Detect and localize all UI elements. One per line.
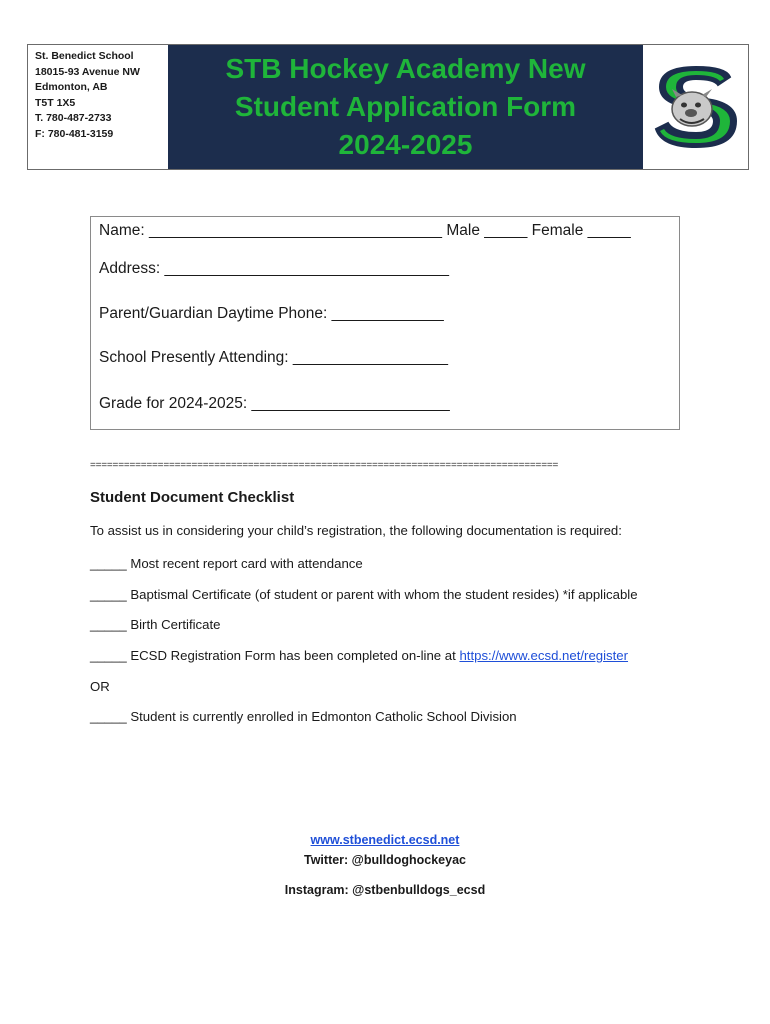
postal-code: T5T 1X5	[35, 96, 76, 109]
title-line-3: 2024-2025	[338, 129, 473, 160]
or-separator: OR	[90, 679, 110, 694]
form-title	[226, 50, 586, 164]
footer-website	[0, 833, 770, 847]
student-info-box	[90, 216, 680, 430]
current-school-field[interactable]: School Presently Attending: __________________	[99, 349, 449, 366]
bulldog-head	[672, 92, 712, 126]
section-divider: ===================================================================================	[90, 460, 559, 471]
checklist-item-birth-certificate: _____ Birth Certificate	[90, 617, 221, 632]
checklist-heading: Student Document Checklist	[90, 489, 295, 506]
title-line-2: Student Application Form	[234, 91, 577, 122]
logo-cell	[643, 45, 748, 169]
registration-text: _____ ECSD Registration Form has been completed on-line at	[90, 648, 460, 663]
footer-instagram: Instagram: @stbenbulldogs_ecsd	[284, 883, 486, 897]
city: Edmonton, AB	[35, 81, 108, 93]
checklist-item-baptismal: _____ Baptismal Certificate (of student or parent with whom the student resides) *if applicable	[90, 587, 638, 602]
title-line-1: STB Hockey Academy New	[225, 53, 586, 84]
checklist-intro: To assist us in considering your child’s registration, the following documentation is required:	[90, 523, 622, 538]
checklist-item-report-card: _____ Most recent report card with attendance	[90, 556, 363, 571]
bulldog-logo	[652, 63, 740, 151]
school-address	[28, 45, 168, 169]
name-gender-field[interactable]: Name: __________________________________ Male _____ Female _____	[99, 222, 631, 239]
address-field[interactable]: Address: _________________________________	[99, 260, 449, 277]
telephone: T. 780-487-2733	[35, 112, 112, 124]
letterhead	[27, 44, 749, 170]
fax: F: 780-481-3159	[35, 127, 114, 140]
footer-twitter: Twitter: @bulldoghockeyac	[304, 853, 466, 867]
checklist-item-registration	[90, 648, 628, 663]
registration-link[interactable]: https://www.ecsd.net/register	[459, 648, 629, 663]
school-name: St. Benedict School	[35, 50, 134, 62]
title-banner	[168, 45, 643, 169]
website-link[interactable]: www.stbenedict.ecsd.net	[310, 833, 460, 847]
parent-phone-field[interactable]: Parent/Guardian Daytime Phone: _____________	[99, 305, 444, 322]
street-address: 18015-93 Avenue NW	[35, 65, 140, 78]
checklist-item-enrolled: _____ Student is currently enrolled in Edmonton Catholic School Division	[90, 709, 517, 724]
grade-field[interactable]: Grade for 2024-2025: _______________________	[99, 395, 450, 412]
